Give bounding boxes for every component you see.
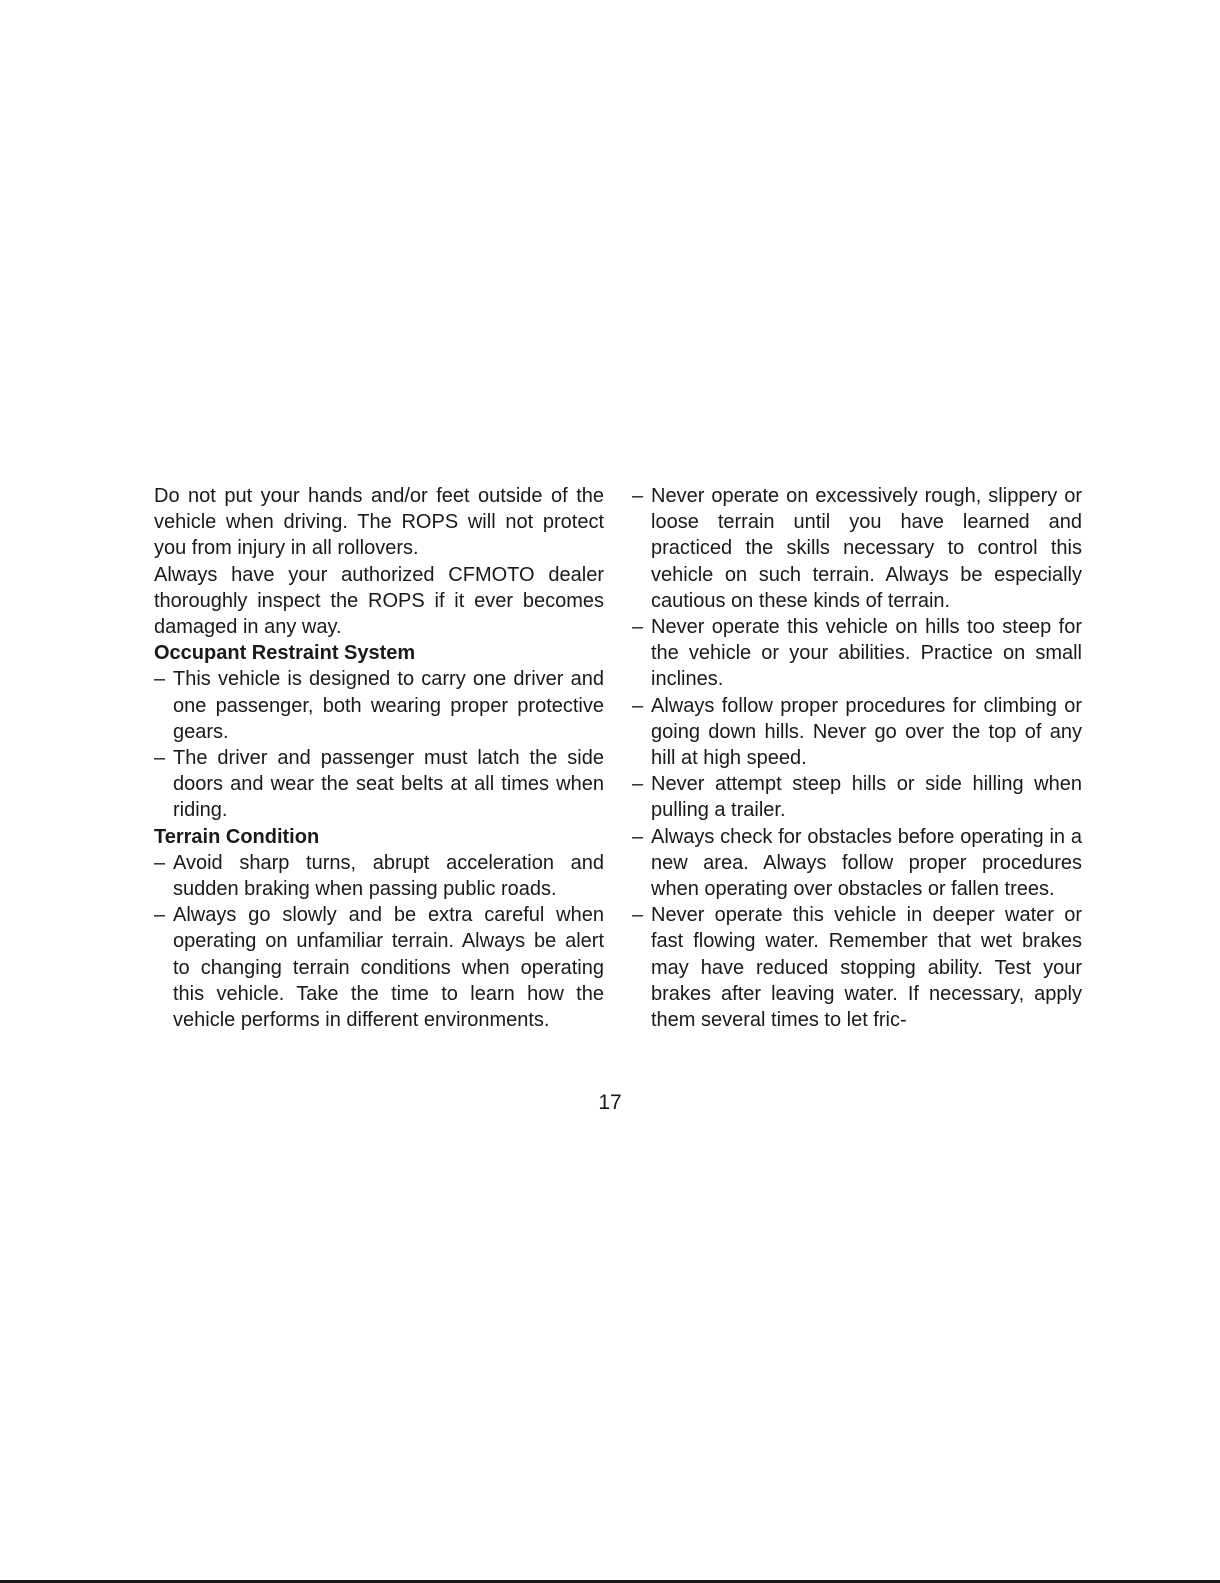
list-item: – Avoid sharp turns, abrupt acceleration and sudden braking when passing public roads. (154, 850, 604, 902)
list-item: – Always check for obstacles before operating in a new area. Always follow proper procedures when operating over obstacles or fallen trees. (632, 824, 1082, 903)
list-item: – This vehicle is designed to carry one driver and one passenger, both wearing proper protective gears. (154, 666, 604, 745)
occupant-restraint-list (154, 666, 604, 823)
paragraph-rops-inspection: Always have your authorized CFMOTO dealer thoroughly inspect the ROPS if it ever becomes damaged in any way. (154, 563, 604, 639)
terrain-warnings-list (632, 483, 1082, 1033)
list-item: – Never attempt steep hills or side hilling when pulling a trailer. (632, 771, 1082, 823)
paragraph-hands-feet: Do not put your hands and/or feet outside of the vehicle when driving. The ROPS will not protect you from injury in all rollovers. (154, 485, 604, 560)
list-item: – The driver and passenger must latch the side doors and wear the seat belts at all times when riding. (154, 745, 604, 824)
left-column (154, 483, 604, 1033)
list-item: – Never operate this vehicle in deeper water or fast flowing water. Remember that wet brakes may have reduced stopping ability. Test your brakes after leaving water. If necessary, apply them several times to let fric- (632, 902, 1082, 1033)
heading-terrain-condition: Terrain Condition (154, 825, 320, 848)
terrain-condition-list (154, 850, 604, 1033)
heading-occupant-restraint: Occupant Restraint System (154, 642, 416, 665)
right-column (632, 483, 1082, 1033)
page-number: 17 (598, 1091, 622, 1114)
list-item: – Never operate this vehicle on hills too steep for the vehicle or your abilities. Practice on small inclines. (632, 614, 1082, 693)
list-item: – Always go slowly and be extra careful when operating on unfamiliar terrain. Always be alert to changing terrain conditions when operating this vehicle. Take the time to learn how the vehicle performs in different environments. (154, 902, 604, 1033)
list-item: – Never operate on excessively rough, slippery or loose terrain until you have learned and practiced the skills necessary to control this vehicle on such terrain. Always be especially cautious on these kinds of terrain. (632, 483, 1082, 614)
list-item: – Always follow proper procedures for climbing or going down hills. Never go over the top of any hill at high speed. (632, 693, 1082, 772)
